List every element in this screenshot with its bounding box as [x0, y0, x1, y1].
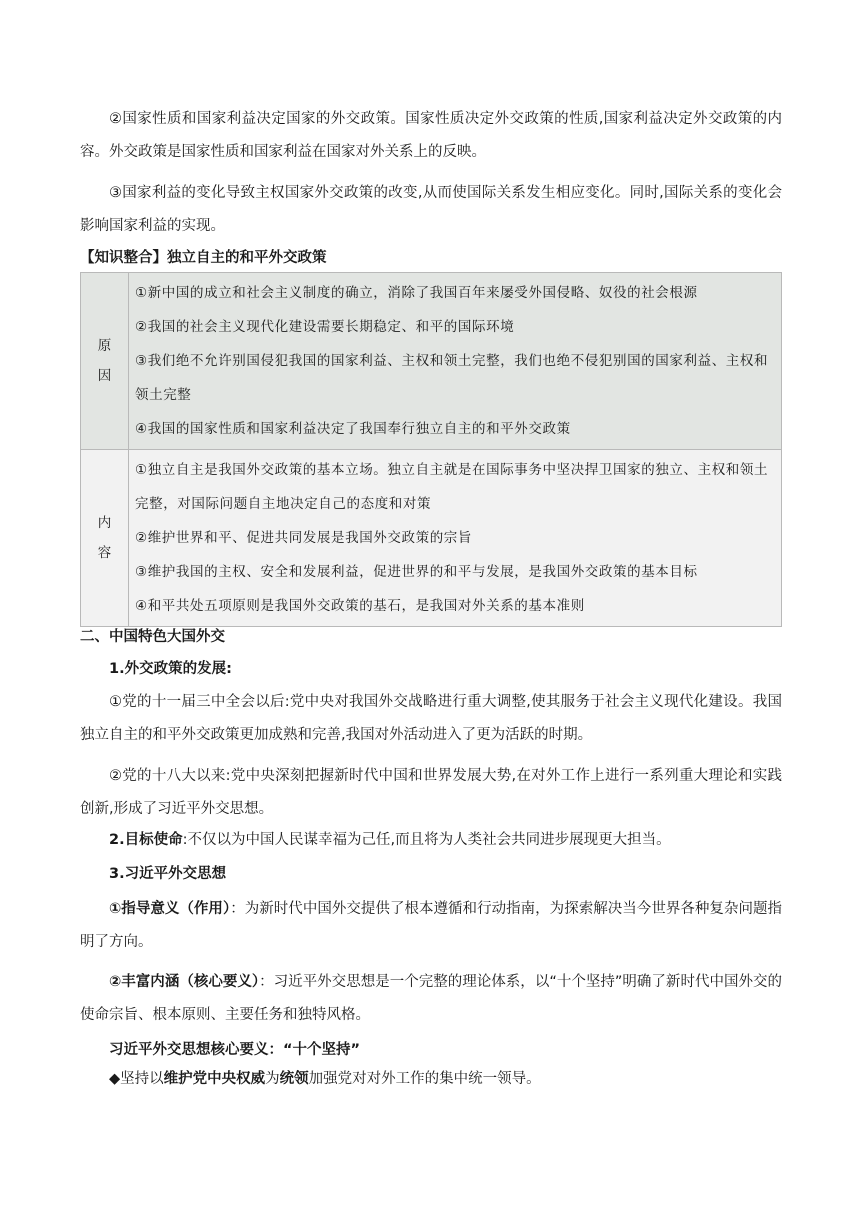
- paragraph-eighteenth-congress: ②党的十八大以来:党中央深刻把握新时代中国和世界发展大势,在对外工作上进行一系列重大理论和实践创新,形成了习近平外交思想。: [80, 768, 782, 817]
- content-label: [81, 450, 129, 627]
- list-item: ③维护我国的主权、安全和发展利益，促进世界的和平与发展，是我国外交政策的基本目标: [135, 564, 698, 580]
- guiding-significance-text: ：为新时代中国外交提供了根本遵循和行动指南，为探索解决当今世界各种复杂问题指明了方向。: [80, 901, 782, 950]
- section-heading-major-country-diplomacy: 二、中国特色大国外交: [80, 629, 225, 645]
- subheading-xi-diplomacy-thought: 3.习近平外交思想: [109, 866, 227, 882]
- paragraph-national-nature: ②国家性质和国家利益决定国家的外交政策。国家性质决定外交政策的性质,国家利益决定外交政策的内容。外交政策是国家性质和国家利益在国家对外关系上的反映。: [80, 111, 782, 160]
- content-label-char: 容: [97, 545, 112, 561]
- list-item: ①独立自主是我国外交政策的基本立场。独立自主就是在国际事务中坚决捍卫国家的独立、主权和领土完整，对国际问题自主地决定自己的态度和对策: [135, 462, 769, 512]
- paragraph-national-interest-change: ③国家利益的变化导致主权国家外交政策的改变,从而使国际关系发生相应变化。同时,国际关系的变化会影响国家利益的实现。: [80, 185, 782, 234]
- list-item: ②我国的社会主义现代化建设需要长期稳定、和平的国际环境: [135, 319, 515, 335]
- bullet-middle: 为: [265, 1071, 280, 1087]
- bullet-prefix: ◆坚持以: [109, 1071, 164, 1087]
- table-row-reason: [81, 273, 782, 450]
- goal-mission-text: :不仅以为中国人民谋幸福为己任,而且将为人类社会共同进步展现更大担当。: [182, 832, 671, 848]
- bullet-emphasis-lead: 统领: [279, 1071, 309, 1087]
- subheading-policy-development: 1.外交政策的发展:: [109, 661, 232, 677]
- reason-label: [81, 273, 129, 450]
- content-label-char: 内: [97, 515, 112, 531]
- reason-items: [129, 273, 782, 450]
- rich-connotation-title: ②丰富内涵（核心要义）: [109, 974, 260, 990]
- reason-label-char: 因: [97, 368, 112, 384]
- goal-mission-title: 2.目标使命: [109, 832, 183, 848]
- content-items: [129, 450, 782, 627]
- list-item: ②维护世界和平、促进共同发展是我国外交政策的宗旨: [135, 530, 473, 546]
- rich-connotation-text: ：习近平外交思想是一个完整的理论体系，以“十个坚持”明确了新时代中国外交的使命宗旨、根本原则、主要任务和独特风格。: [80, 974, 782, 1023]
- list-item: ④和平共处五项原则是我国外交政策的基石，是我国对外关系的基本准则: [135, 598, 585, 614]
- bullet-first-persistence: [80, 1063, 782, 1096]
- list-item: ③我们绝不允许别国侵犯我国的国家利益、主权和领土完整，我们也绝不侵犯别国的国家利益、主权和领土完整: [135, 353, 769, 403]
- table-row-content: [81, 450, 782, 627]
- list-item: ④我国的国家性质和国家利益决定了我国奉行独立自主的和平外交政策: [135, 421, 571, 437]
- guiding-significance-title: ①指导意义（作用）: [109, 901, 231, 917]
- bullet-emphasis-authority: 维护党中央权威: [163, 1071, 266, 1087]
- paragraph-goal-mission: [80, 824, 782, 857]
- knowledge-integration-heading: 【知识整合】独立自主的和平外交政策: [80, 250, 327, 266]
- core-requirements-title: 习近平外交思想核心要义：“十个坚持”: [109, 1042, 361, 1058]
- bullet-suffix: 加强党对对外工作的集中统一领导。: [308, 1071, 541, 1087]
- knowledge-table: [80, 272, 782, 627]
- paragraph-third-plenary: ①党的十一届三中全会以后:党中央对我国外交战略进行重大调整,使其服务于社会主义现代化建设。我国独立自主的和平外交政策更加成熟和完善,我国对外活动进入了更为活跃的时期。: [80, 694, 782, 743]
- paragraph-rich-connotation: [80, 966, 782, 1032]
- list-item: ①新中国的成立和社会主义制度的确立，消除了我国百年来屡受外国侵略、奴役的社会根源: [135, 285, 698, 301]
- paragraph-guiding-significance: [80, 893, 782, 959]
- reason-label-char: 原: [97, 338, 112, 354]
